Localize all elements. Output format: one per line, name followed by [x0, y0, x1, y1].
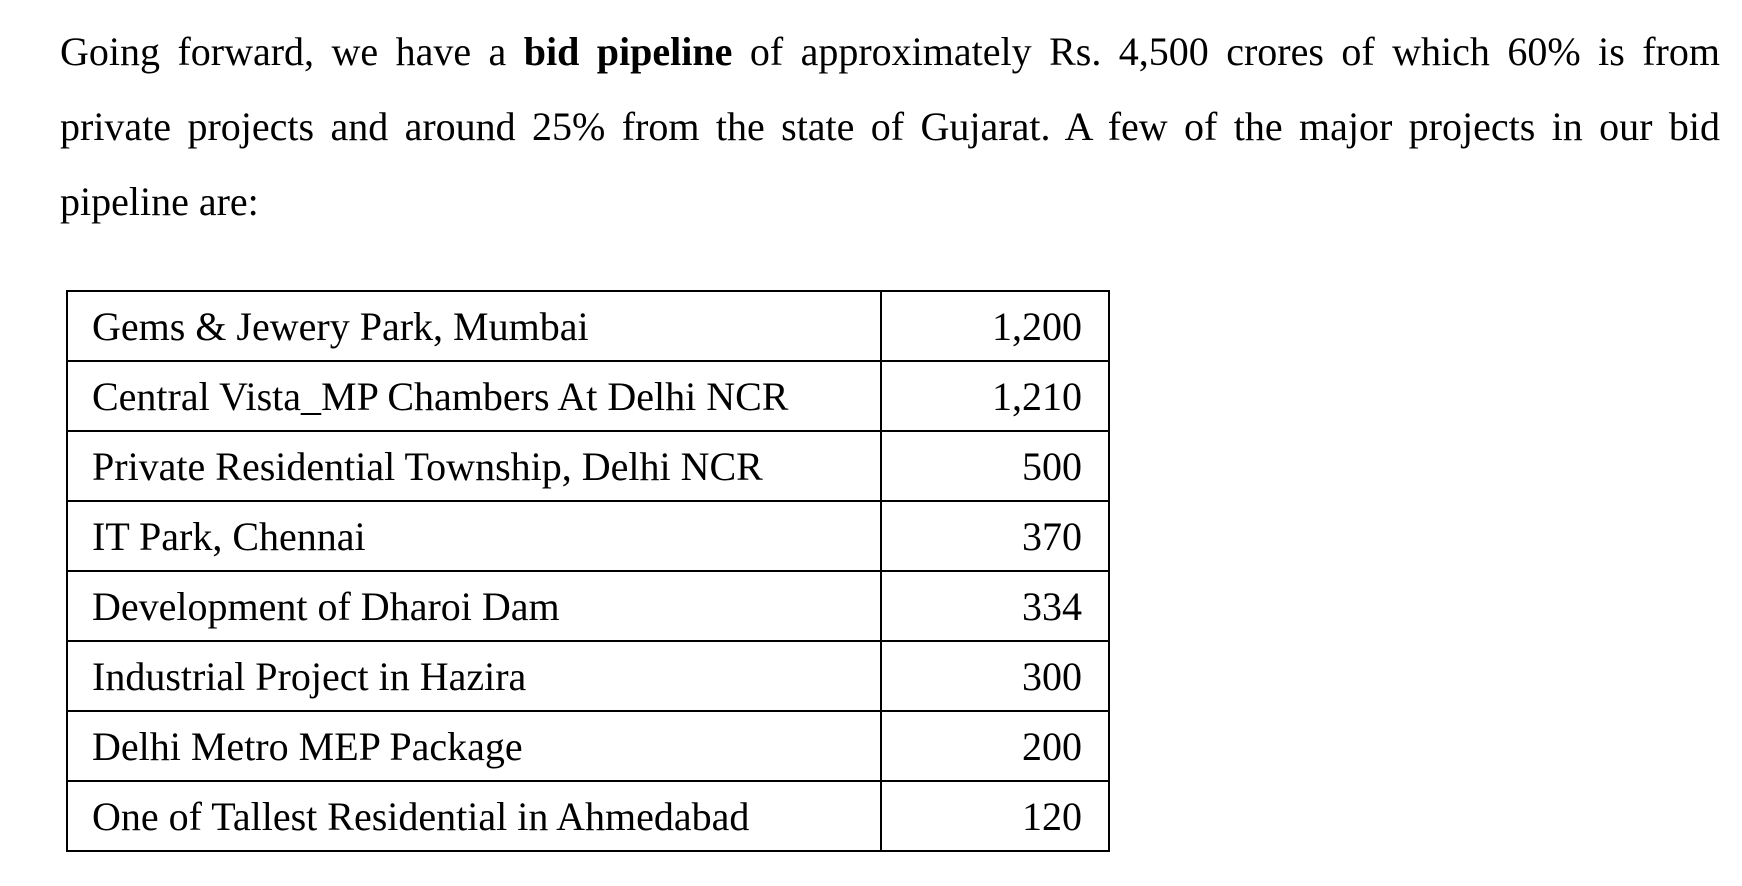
intro-paragraph	[60, 14, 1720, 239]
paragraph-bold-text: bid pipeline	[523, 29, 733, 74]
project-name-cell: Private Residential Township, Delhi NCR	[67, 431, 881, 501]
project-value-cell: 120	[881, 781, 1109, 851]
table-row	[67, 361, 1109, 431]
project-name-cell: One of Tallest Residential in Ahmedabad	[67, 781, 881, 851]
project-name-cell: Development of Dharoi Dam	[67, 571, 881, 641]
project-name-cell: Industrial Project in Hazira	[67, 641, 881, 711]
table-row	[67, 781, 1109, 851]
project-name-cell: Gems & Jewery Park, Mumbai	[67, 291, 881, 361]
project-name-cell: Delhi Metro MEP Package	[67, 711, 881, 781]
table-row	[67, 571, 1109, 641]
table-row	[67, 641, 1109, 711]
project-value-cell: 1,210	[881, 361, 1109, 431]
project-value-cell: 334	[881, 571, 1109, 641]
project-value-cell: 370	[881, 501, 1109, 571]
project-value-cell: 500	[881, 431, 1109, 501]
paragraph-text-after: of approximately Rs. 4,500 crores of which 60% is from private projects and around 25% from the state of Gujarat. A few of the major projects in our bid pipeline are:	[60, 29, 1720, 224]
project-name-cell: IT Park, Chennai	[67, 501, 881, 571]
project-value-cell: 200	[881, 711, 1109, 781]
project-value-cell: 1,200	[881, 291, 1109, 361]
table-row	[67, 501, 1109, 571]
table-row	[67, 431, 1109, 501]
paragraph-text-before: Going forward, we have a	[60, 29, 524, 74]
table-row	[67, 291, 1109, 361]
table-row	[67, 711, 1109, 781]
project-value-cell: 300	[881, 641, 1109, 711]
bid-pipeline-table	[66, 290, 1110, 852]
project-name-cell: Central Vista_MP Chambers At Delhi NCR	[67, 361, 881, 431]
